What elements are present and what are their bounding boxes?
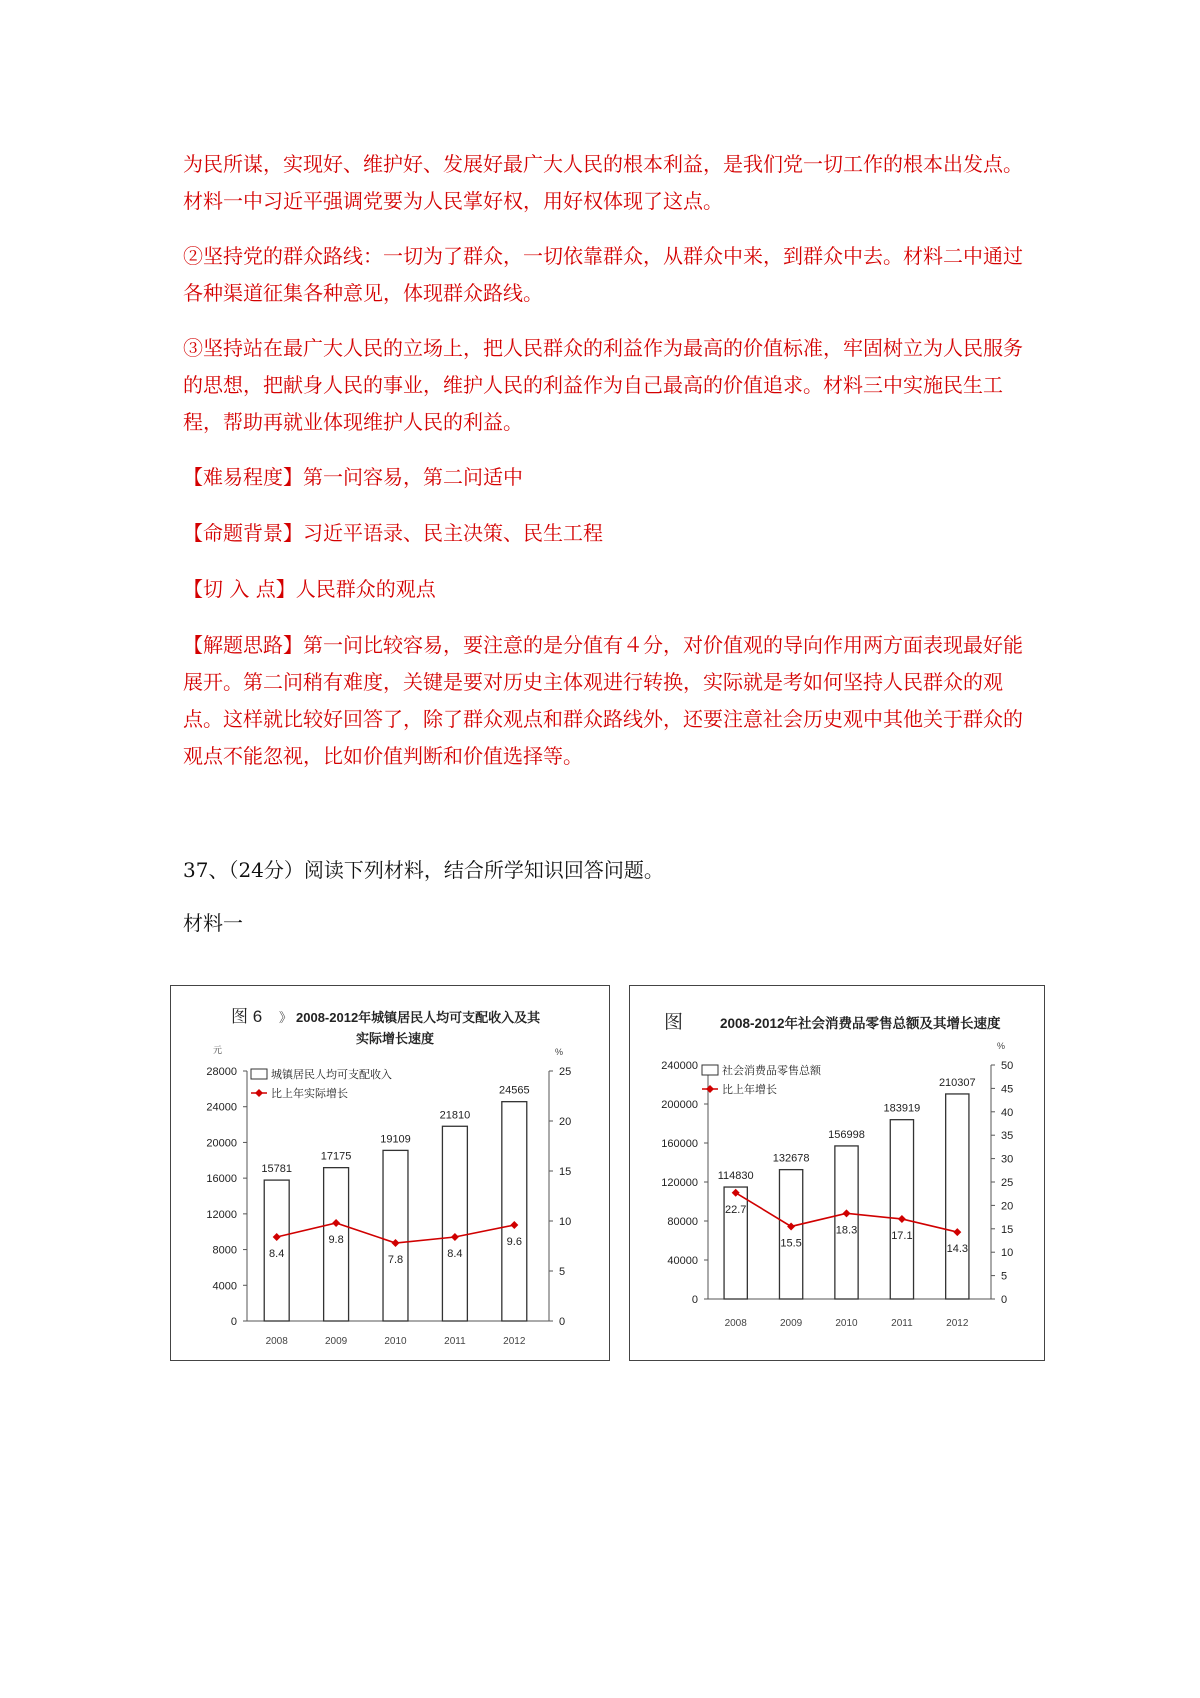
bar-value-label: 19109 <box>380 1133 411 1146</box>
growth-value-label: 7.8 <box>387 1254 404 1266</box>
legend-line-label: 比上年增长 <box>722 1084 777 1096</box>
right-axis-unit: % <box>997 1041 1006 1051</box>
right-tick-label: 25 <box>1001 1177 1014 1189</box>
growth-value-label: 14.3 <box>946 1243 969 1256</box>
bar-value-label: 132678 <box>772 1152 810 1165</box>
legend-bar-swatch <box>251 1069 267 1079</box>
income-chart-panel <box>170 985 610 1361</box>
growth-value-label: 22.7 <box>724 1203 747 1216</box>
bar-value-label: 114830 <box>717 1170 754 1183</box>
bar-value-label: 24565 <box>499 1084 530 1097</box>
right-tick-label: 0 <box>1001 1294 1008 1306</box>
right-tick-label: 0 <box>559 1316 566 1328</box>
bar-2011 <box>890 1120 913 1299</box>
right-tick-label: 15 <box>559 1166 572 1178</box>
bar-2010 <box>383 1150 408 1321</box>
right-tick-label: 5 <box>1001 1270 1008 1283</box>
background-text: 习近平语录、民主决策、民生工程 <box>303 521 603 545</box>
left-tick-label: 160000 <box>661 1138 698 1150</box>
chart-title-prefix: 图 <box>664 1012 684 1033</box>
left-tick-label: 16000 <box>206 1173 237 1186</box>
approach-paragraph <box>183 627 1023 775</box>
entry-point-text: 人民群众的观点 <box>295 577 436 601</box>
background-line <box>183 515 1023 552</box>
right-tick-label: 30 <box>1001 1153 1014 1166</box>
right-tick-label: 10 <box>1001 1247 1014 1260</box>
category-label: 2008 <box>265 1336 288 1347</box>
right-tick-label: 35 <box>1001 1130 1014 1143</box>
left-tick-label: 24000 <box>206 1101 237 1114</box>
approach-tag: 【解题思路】 <box>183 633 303 657</box>
growth-value-label: 8.4 <box>447 1248 463 1260</box>
left-tick-label: 8000 <box>212 1244 237 1257</box>
bar-value-label: 17175 <box>320 1150 352 1163</box>
difficulty-tag: 【难易程度】 <box>183 465 303 489</box>
question-37: 37、（24分）阅读下列材料，结合所学知识回答问题。 <box>183 858 664 882</box>
income-chart <box>171 986 609 1360</box>
bar-value-label: 156998 <box>828 1128 865 1141</box>
legend-bar-swatch <box>702 1065 718 1075</box>
right-tick-label: 25 <box>559 1066 572 1078</box>
category-label: 2009 <box>324 1336 348 1347</box>
left-tick-label: 120000 <box>661 1177 698 1189</box>
left-tick-label: 4000 <box>212 1280 237 1293</box>
left-tick-label: 240000 <box>661 1060 698 1072</box>
approach-text: 第一问比较容易，要注意的是分值有４分，对价值观的导向作用两方面表现最好能展开。第二问稍有难度，关键是要对历史主体观进行转换，实际就是考如何坚持人民群众的观点。这样就比较好回答了，除了群众观点和群众路线外，还要注意社会历史观中其他关于群众的观点不能忽视，比如价值判断和价值选择等。 <box>183 633 1023 768</box>
legend-bar-label: 社会消费品零售总额 <box>722 1065 821 1077</box>
legend-line-marker <box>255 1089 263 1097</box>
growth-value-label: 15.5 <box>780 1237 802 1250</box>
answer-paragraph-2: ②坚持党的群众路线：一切为了群众，一切依靠群众，从群众中来，到群众中去。材料二中通过各种渠道征集各种意见，体现群众路线。 <box>183 244 1023 305</box>
category-label: 2012 <box>946 1318 969 1329</box>
bar-2009 <box>779 1170 802 1299</box>
answer-paragraph-1: 为民所谋，实现好、维护好、发展好最广大人民的根本利益，是我们党一切工作的根本出发点。材料一中习近平强调党要为人民掌好权，用好权体现了这点。 <box>183 152 1023 213</box>
right-tick-label: 5 <box>559 1266 566 1278</box>
right-tick-label: 20 <box>1001 1200 1014 1213</box>
legend-line-marker <box>706 1085 714 1093</box>
retail-chart-panel <box>629 985 1045 1361</box>
right-tick-label: 50 <box>1001 1060 1014 1072</box>
left-tick-label: 20000 <box>206 1137 237 1150</box>
chart-title-prefix: 图 6 <box>231 1007 263 1026</box>
bar-value-label: 183919 <box>883 1102 921 1115</box>
category-label: 2011 <box>891 1318 913 1329</box>
bar-value-label: 15781 <box>261 1163 292 1176</box>
chart-title: 2008-2012年社会消费品零售总额及其增长速度 <box>720 1016 1001 1031</box>
growth-value-label: 18.3 <box>835 1224 858 1237</box>
growth-value-label: 17.1 <box>891 1229 913 1242</box>
left-tick-label: 28000 <box>206 1066 237 1078</box>
bar-2010 <box>835 1146 858 1299</box>
bar-2011 <box>442 1126 467 1321</box>
right-tick-label: 10 <box>559 1216 572 1228</box>
bar-2012 <box>502 1102 527 1321</box>
background-tag: 【命题背景】 <box>183 521 303 545</box>
left-axis-unit: 元 <box>213 1045 223 1055</box>
left-tick-label: 0 <box>691 1294 698 1306</box>
left-tick-label: 80000 <box>667 1216 698 1228</box>
growth-value-label: 9.6 <box>506 1236 522 1248</box>
bar-2012 <box>946 1094 969 1299</box>
right-tick-label: 20 <box>559 1116 572 1128</box>
right-tick-label: 15 <box>1001 1223 1014 1236</box>
material-one-label: 材料一 <box>183 911 243 935</box>
chart-title-line2: 实际增长速度 <box>356 1031 435 1046</box>
left-tick-label: 12000 <box>206 1208 237 1221</box>
legend-bar-label: 城镇居民人均可支配收入 <box>271 1069 392 1081</box>
category-label: 2009 <box>779 1318 803 1329</box>
bar-value-label: 21810 <box>439 1109 471 1122</box>
bar-value-label: 210307 <box>938 1076 976 1089</box>
entry-point-tag: 【切 入 点】 <box>183 577 296 601</box>
growth-value-label: 9.8 <box>328 1234 344 1246</box>
right-axis-unit: % <box>555 1047 564 1057</box>
retail-chart <box>630 986 1044 1360</box>
difficulty-text: 第一问容易，第二问适中 <box>303 465 523 489</box>
answer-paragraph-3: ③坚持站在最广大人民的立场上，把人民群众的利益作为最高的价值标准，牢固树立为人民服务的思想，把献身人民的事业，维护人民的利益作为自己最高的价值追求。材料三中实施民生工程，帮助再就业体现维护人民的利益。 <box>183 336 1023 434</box>
left-tick-label: 200000 <box>661 1099 698 1111</box>
right-tick-label: 40 <box>1001 1106 1014 1119</box>
category-label: 2011 <box>444 1336 466 1347</box>
legend-line-label: 比上年实际增长 <box>271 1088 348 1100</box>
chart-title-mark: 》 <box>279 1010 293 1025</box>
category-label: 2010 <box>835 1318 858 1329</box>
left-tick-label: 0 <box>230 1316 237 1328</box>
growth-value-label: 8.4 <box>269 1248 285 1260</box>
chart-title: 2008-2012年城镇居民人均可支配收入及其 <box>296 1010 541 1025</box>
category-label: 2012 <box>503 1336 526 1347</box>
right-tick-label: 45 <box>1001 1083 1014 1096</box>
category-label: 2010 <box>384 1336 407 1347</box>
category-label: 2008 <box>724 1318 747 1329</box>
entry-point-line <box>183 571 1023 608</box>
difficulty-line <box>183 459 1023 496</box>
left-tick-label: 40000 <box>667 1255 698 1267</box>
